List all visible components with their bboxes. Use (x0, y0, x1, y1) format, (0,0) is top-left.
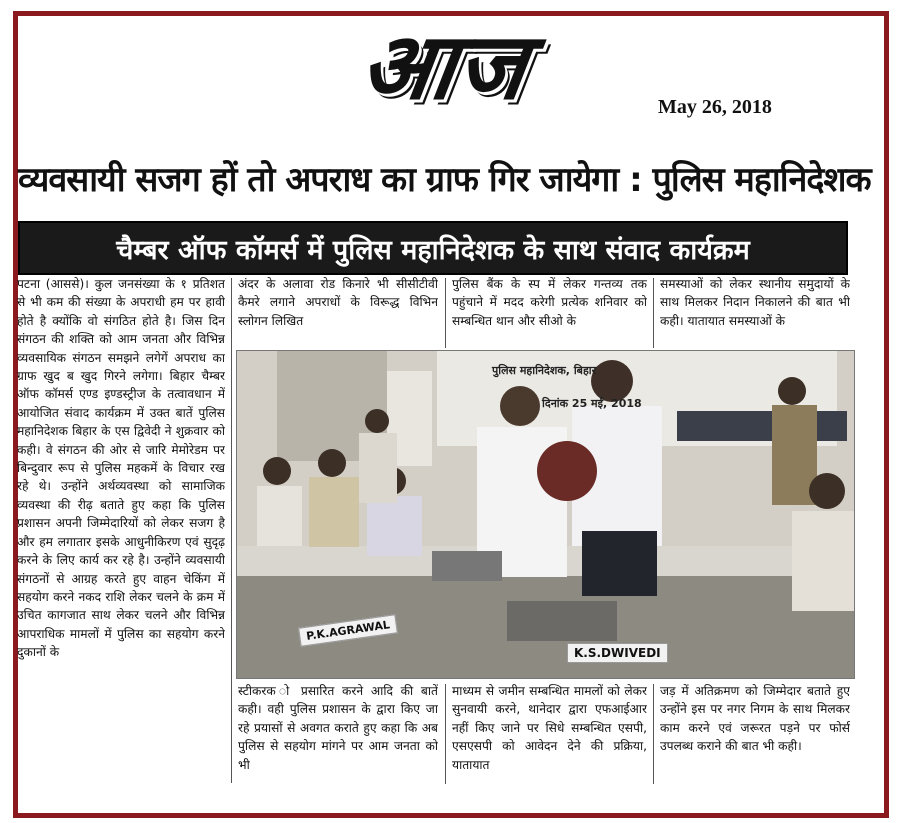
article-column-1 (17, 275, 225, 785)
column-divider (653, 684, 654, 784)
masthead-title: आज (353, 12, 536, 120)
subheadline-bar (18, 221, 848, 275)
nameplate-right: K.S.DWIVEDI (567, 643, 668, 663)
column-divider (653, 278, 654, 348)
article-column-4-top (660, 275, 850, 350)
article-text: समस्याओं को लेकर स्थानीय समुदायों के साथ मिलकर निदान निकालने की बात भी कही। यातायात समस्याओं के (660, 277, 850, 328)
banner-line: दिनांक 25 मई, 2018 (542, 397, 642, 410)
headline: व्यवसायी सजग हों तो अपराध का ग्राफ गिर जायेगा : पुलिस महानिदेशक (18, 160, 871, 200)
article-text: माध्यम से जमीन सम्बन्धित मामलों को लेकर सुनवायी करने, थानेदार द्वारा एफआईआर नहीं किए जाने पर सिधे सम्बन्धित एसपी, एसएसपी को आवेदन देने की प्रक्रिया, यातायात (452, 684, 647, 772)
article-text: पुलिस बैंक के स्प में लेकर गन्तव्य तक पहुंचाने में मदद करेगी प्रत्येक शनिवार को सम्बन्धित थान और सीओ के (452, 277, 647, 328)
publication-date: May 26, 2018 (658, 96, 772, 118)
column-divider (445, 278, 446, 348)
article-text: अंदर के अलावा रोड किनारे भी सीसीटीवी कैमरे लगाने अपराधों के विरूद्ध विभिन स्लोगन लिखित (238, 277, 438, 328)
article-text: पटना (आससे)। कुल जनसंख्या के १ प्रतिशत से भी कम की संख्या के अपराधी हम पर हावी होते है क्योंकि वो संगठित होते है। जिस दिन संगठन की शक्ति को आम जनता और विभिन्न व्यवसायिक संगठन समझने लगेगें अपराध का ग्राफ खुद ब खुद गिरने लगेगा। बिहार चैम्बर ऑफ कॉमर्स एण्ड इण्डस्ट्रीज के तत्वावधान में आयोजित संवाद कार्यक्रम में उक्त बातें पुलिस महानिदेशक बिहार के एस द्विवेदी ने शुक्रवार को कही। वे संगठन की ओर से जारि मेमोरेडम पर बिन्दुवार रूप से पुलिस महकमें के विचार रख रहे थे। उन्होंने अर्थव्यवस्था को सामाजिक व्यवस्था की रीढ़ बताते हुए कहा कि पुलिस प्रशासन अपनी जिम्मेदारियों को लेकर सजग है और हम लगातार इसके आधुनीकिरण एवं सुदृढ़ करने के लिए कार्य कर रहे है। उन्होंने व्यवसायी संगठनों से आग्रह करते हुए वाहन चेकिंग में सहयोग करने नकद राशि लेकर चलने के क्रम में उचित कागजात साथ लेकर चलने और विभिन्न आपराधिक मामलों में पुलिस का सहयोग करने दुकानों के (17, 277, 225, 660)
article-text: स्टीकरक ो प्रसारित करने आदि की बातें कही। वही पुलिस प्रशासन के द्वारा किए जा रहे प्रयासों से अवगत कराते हुए कहा कि अब पुलिस से सहयोग मांगने पर आम जनता को भी (238, 684, 438, 772)
event-photo (236, 350, 855, 679)
article-column-2-bottom (238, 682, 438, 786)
article-column-3-top (452, 275, 647, 350)
masthead-logo (295, 4, 595, 120)
article-column-4-bottom (660, 682, 850, 786)
article-text: जड़ में अतिक्रमण को जिम्मेदार बताते हुए उन्होंने इस पर नगर निगम के साथ मिलकर काम करने एवं जरूरत पड़ने पर फोर्स उपलब्ध कराने की बात भी कही। (660, 684, 850, 754)
banner-line: पुलिस महानिदेशक, बिहार (492, 364, 597, 377)
nameplate-left: P.K.AGRAWAL (298, 614, 398, 646)
subheadline: चैम्बर ऑफ कॉमर्स में पुलिस महानिदेशक के साथ संवाद कार्यक्रम (116, 234, 750, 266)
column-divider (445, 684, 446, 784)
article-column-3-bottom (452, 682, 647, 786)
article-column-2-top (238, 275, 438, 350)
column-divider (231, 278, 232, 783)
